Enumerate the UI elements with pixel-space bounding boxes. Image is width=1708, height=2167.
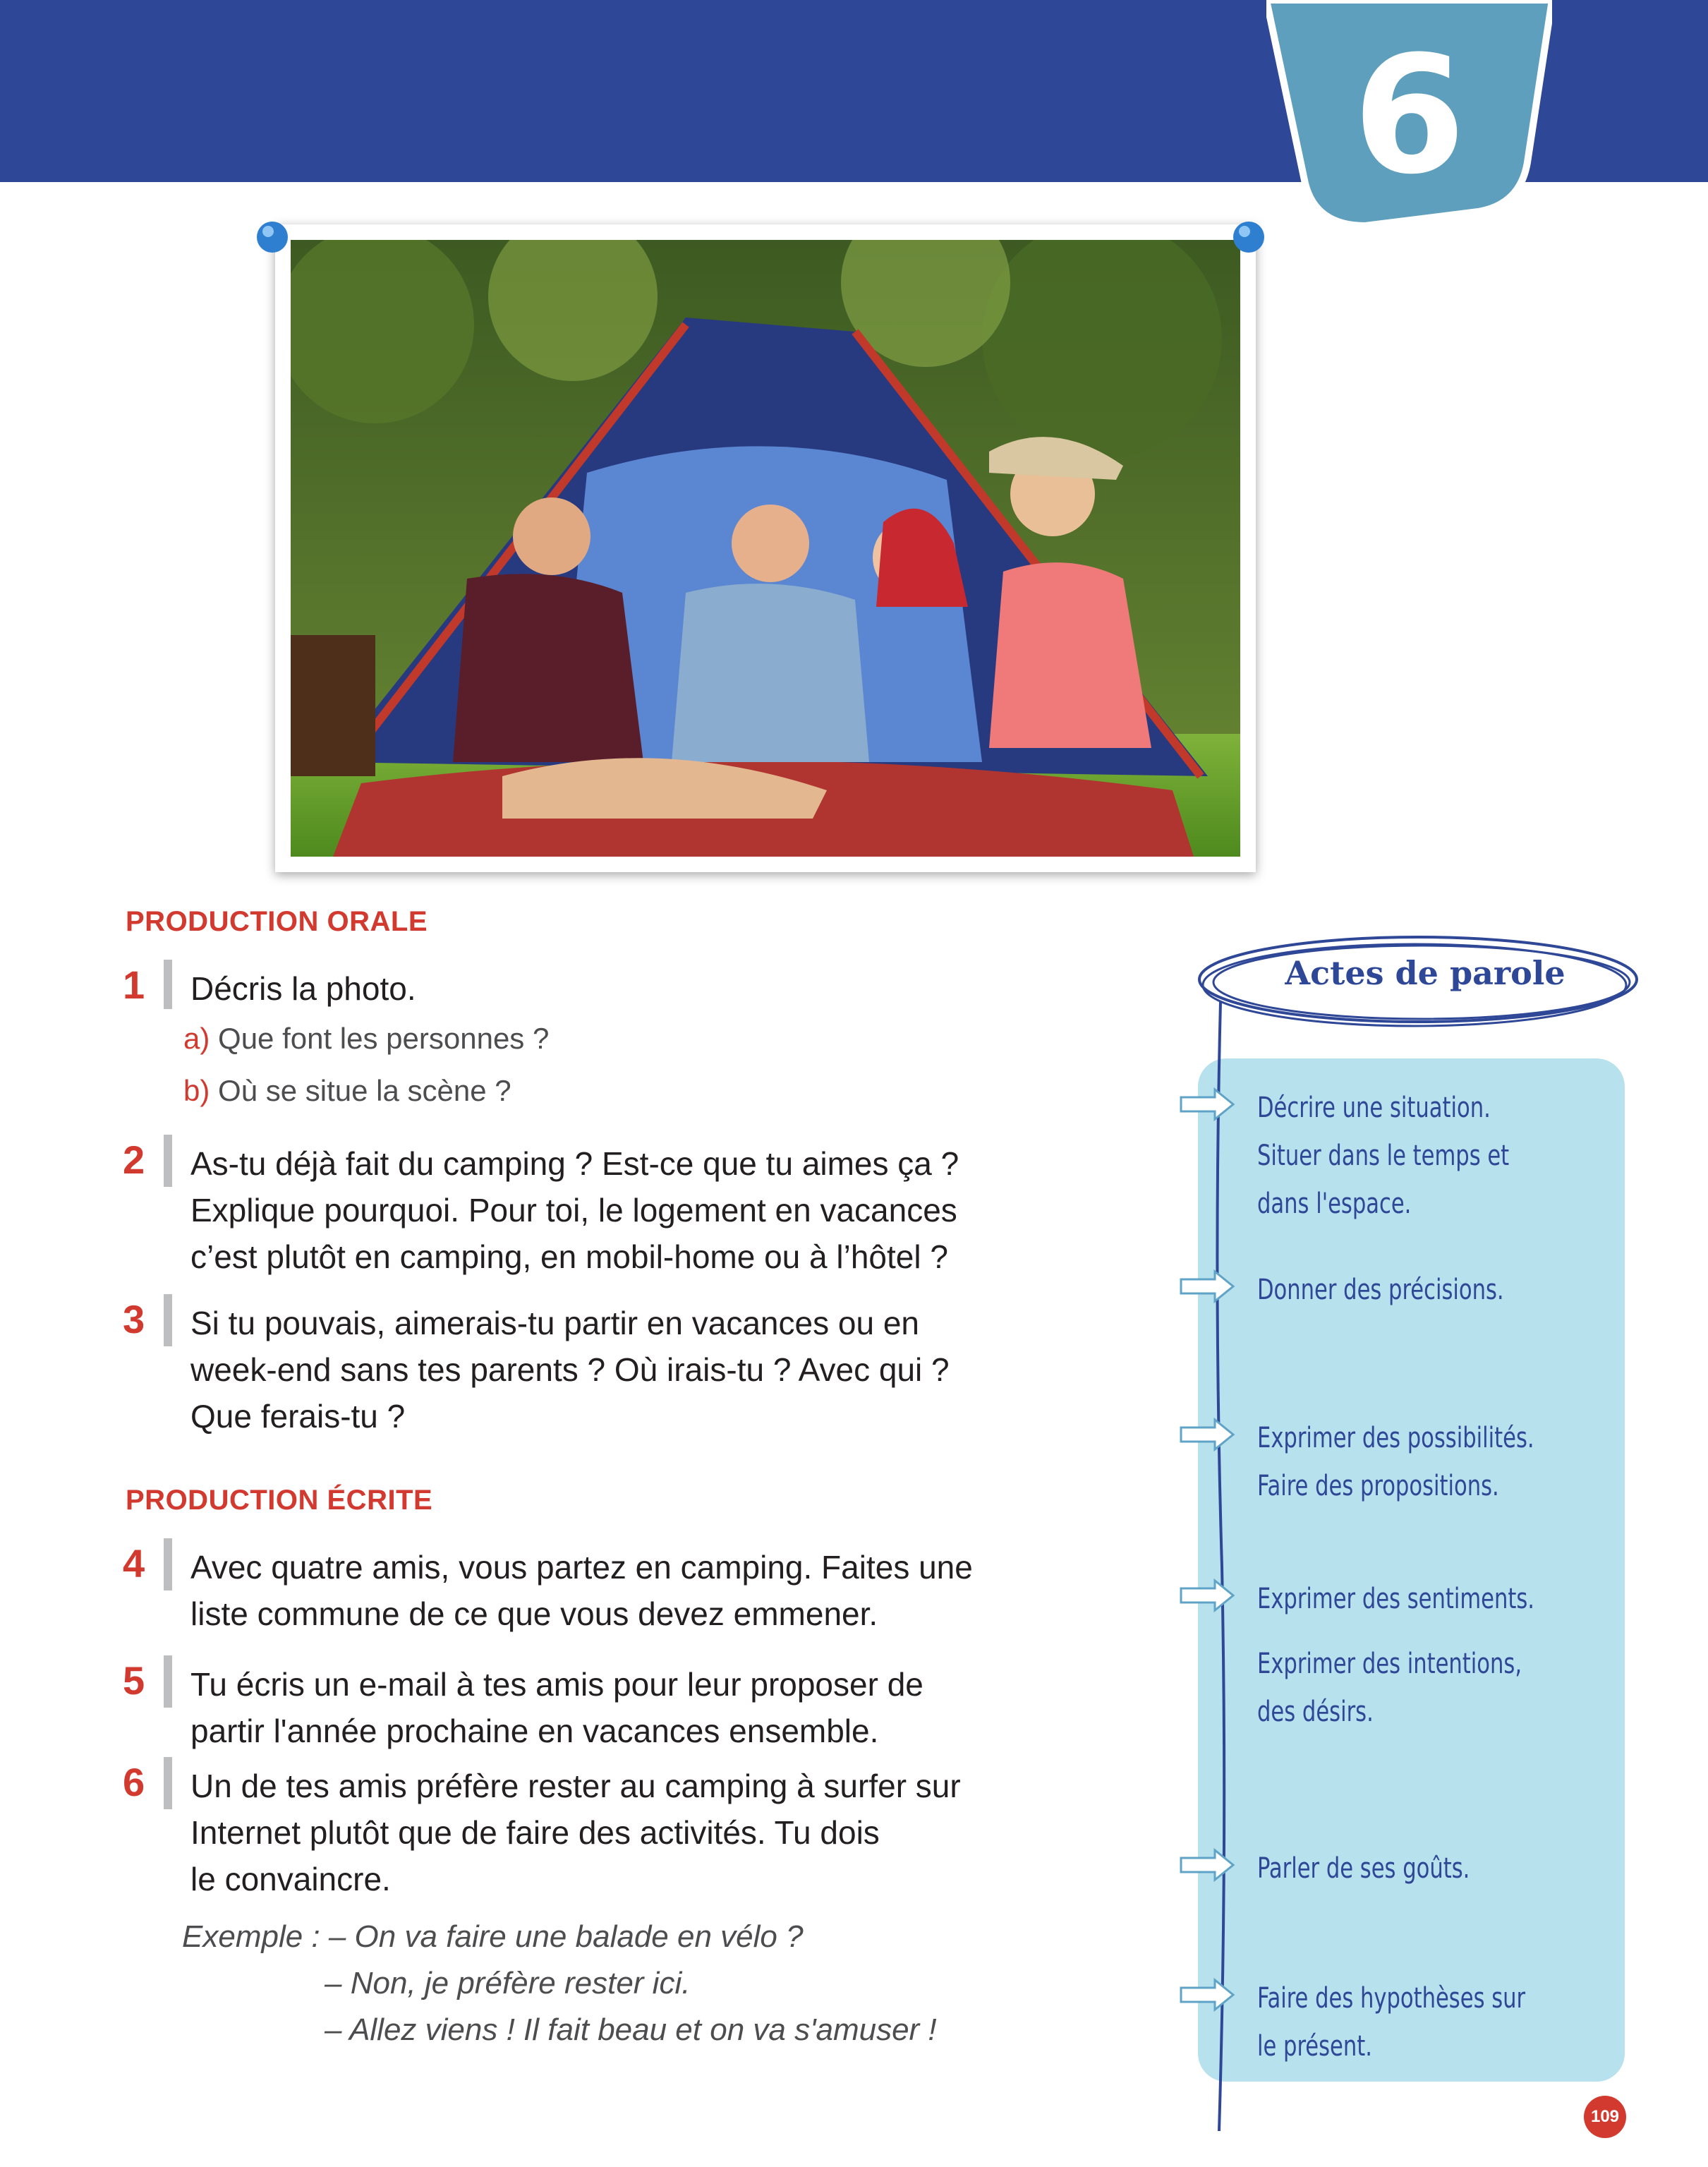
exercise-bar — [164, 1538, 172, 1590]
section-title-written: PRODUCTION ÉCRITE — [126, 1485, 433, 1516]
act-line: Faire des propositions. — [1257, 1470, 1499, 1502]
speech-act — [1257, 1974, 1525, 2070]
exercise-text — [190, 1140, 1072, 1280]
text-line: Tu écris un e-mail à tes amis pour leur proposer de — [190, 1666, 923, 1703]
arrow-icon — [1180, 1269, 1236, 1304]
speech-act — [1257, 1575, 1534, 1623]
text-line: Que ferais-tu ? — [190, 1398, 406, 1435]
speech-act — [1257, 1845, 1470, 1893]
page-number: 109 — [1584, 2096, 1626, 2138]
chapter-number: 6 — [1352, 22, 1466, 210]
speech-act — [1257, 1084, 1509, 1228]
exercise-bar — [164, 960, 172, 1009]
example-line: Exemple : – On va faire une balade en vélo ? — [182, 1919, 804, 1954]
sub-item-letter: a) — [183, 1022, 210, 1055]
sidebar-title: Actes de parole — [1285, 954, 1565, 992]
text-line: le convaincre. — [190, 1861, 391, 1897]
exercise-number: 4 — [123, 1541, 145, 1586]
speech-act — [1257, 1640, 1522, 1736]
sub-item-letter: b) — [183, 1074, 210, 1107]
exercise-number: 6 — [123, 1760, 145, 1804]
act-line: Exprimer des possibilités. — [1257, 1422, 1534, 1454]
exercise-text — [190, 1300, 1072, 1439]
text-line: Avec quatre amis, vous partez en camping. Faites une — [190, 1549, 973, 1586]
act-line: des désirs. — [1257, 1696, 1374, 1728]
text-line: liste commune de ce que vous devez emmener. — [190, 1595, 878, 1632]
exercise-text — [190, 1763, 1072, 1902]
exercise-number: 5 — [123, 1658, 145, 1703]
photo-frame — [275, 224, 1256, 872]
sub-item-text: Où se situe la scène ? — [210, 1074, 511, 1107]
exercise-bar — [164, 1757, 172, 1809]
exercise-number: 2 — [123, 1137, 145, 1182]
act-line: Faire des hypothèses sur — [1257, 1982, 1526, 2015]
text-line: Explique pourquoi. Pour toi, le logement en vacances — [190, 1192, 957, 1229]
exercise-number: 1 — [123, 962, 145, 1007]
exercise-bar — [164, 1294, 172, 1346]
speech-act — [1257, 1414, 1534, 1510]
act-line: Décrire une situation. — [1257, 1092, 1491, 1124]
sub-item — [183, 1022, 549, 1056]
sub-item — [183, 1074, 511, 1108]
arrow-icon — [1180, 1087, 1236, 1122]
act-line: Donner des précisions. — [1257, 1274, 1504, 1306]
exercise-number: 3 — [123, 1297, 145, 1341]
act-line: Situer dans le temps et — [1257, 1140, 1510, 1172]
text-line: partir l'année prochaine en vacances ensemble. — [190, 1713, 879, 1749]
arrow-icon — [1180, 1977, 1236, 2012]
exercise-bar — [164, 1135, 172, 1187]
exercise-text: Décris la photo. — [190, 970, 416, 1007]
arrow-icon — [1180, 1578, 1236, 1613]
vertical-line-icon — [1199, 1002, 1242, 2131]
text-line: c’est plutôt en camping, en mobil-home ou à l’hôtel ? — [190, 1238, 948, 1275]
example-line: – Non, je préfère rester ici. — [325, 1966, 691, 2000]
act-line: le présent. — [1257, 2030, 1372, 2063]
example-line: – Allez viens ! Il fait beau et on va s'amuser ! — [325, 2012, 937, 2047]
act-line: Exprimer des intentions, — [1257, 1648, 1522, 1680]
exercise-text — [190, 1544, 1072, 1637]
text-line: As-tu déjà fait du camping ? Est-ce que tu aimes ça ? — [190, 1145, 959, 1182]
pin-icon — [253, 219, 295, 261]
exercise-bar — [164, 1655, 172, 1708]
pin-icon — [1228, 219, 1270, 261]
speech-act — [1257, 1266, 1504, 1314]
arrow-icon — [1180, 1847, 1236, 1883]
text-line: Si tu pouvais, aimerais-tu partir en vacances ou en — [190, 1305, 919, 1341]
arrow-icon — [1180, 1417, 1236, 1452]
exercise-text — [190, 1661, 1072, 1754]
text-line: week-end sans tes parents ? Où irais-tu ? Avec qui ? — [190, 1351, 950, 1388]
act-line: Exprimer des sentiments. — [1257, 1583, 1535, 1615]
section-title-oral: PRODUCTION ORALE — [126, 906, 428, 937]
text-line: Un de tes amis préfère rester au camping à surfer sur — [190, 1768, 961, 1804]
text-line: Internet plutôt que de faire des activités. Tu dois — [190, 1814, 880, 1851]
act-line: dans l'espace. — [1257, 1188, 1412, 1220]
camping-photo — [291, 240, 1240, 857]
act-line: Parler de ses goûts. — [1257, 1852, 1470, 1885]
sub-item-text: Que font les personnes ? — [210, 1022, 550, 1055]
